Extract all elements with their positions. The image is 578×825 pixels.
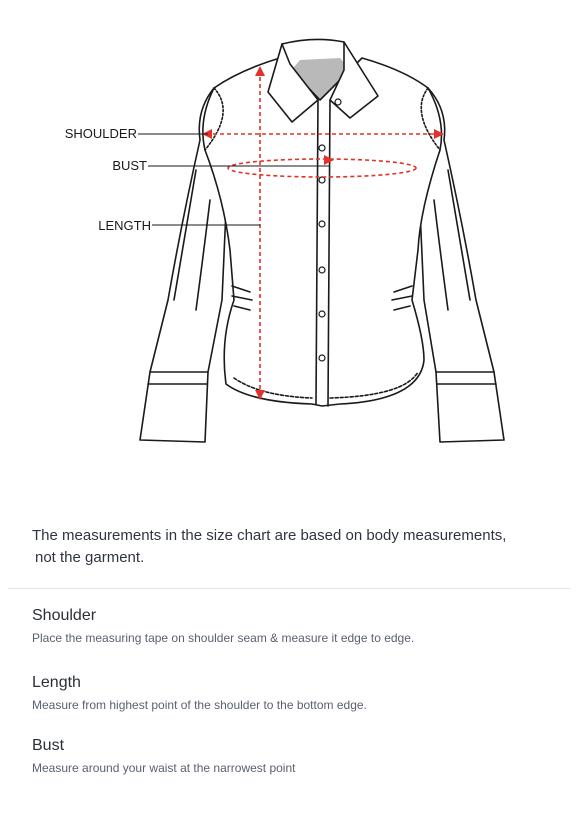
button bbox=[335, 99, 341, 105]
guide-title: Bust bbox=[32, 737, 65, 754]
button bbox=[319, 145, 325, 151]
button bbox=[319, 311, 325, 317]
note-line-1: The measurements in the size chart are based on body measurements, bbox=[32, 527, 507, 544]
button bbox=[319, 177, 325, 183]
shoulder-label: SHOULDER bbox=[64, 126, 137, 141]
size-chart-note bbox=[32, 525, 552, 569]
collar-band bbox=[282, 39, 344, 44]
guide-description: Measure from highest point of the shoulder to the bottom edge. bbox=[32, 698, 367, 712]
button bbox=[319, 355, 325, 361]
button bbox=[319, 267, 325, 273]
bust-label: BUST bbox=[112, 158, 147, 173]
shirt-illustration bbox=[140, 39, 504, 442]
guide-item-bust bbox=[32, 736, 295, 776]
guide-item-shoulder bbox=[32, 606, 414, 646]
length-label: LENGTH bbox=[98, 218, 151, 233]
shirt-body bbox=[203, 58, 442, 406]
section-divider bbox=[8, 588, 570, 589]
guide-item-length bbox=[32, 673, 367, 713]
note-line-2: not the garment. bbox=[35, 549, 145, 566]
guide-title: Shoulder bbox=[32, 607, 97, 624]
guide-description: Place the measuring tape on shoulder seam & measure it edge to edge. bbox=[32, 631, 415, 645]
button bbox=[319, 221, 325, 227]
guide-title: Length bbox=[32, 674, 81, 691]
guide-description: Measure around your waist at the narrowest point bbox=[32, 761, 296, 775]
